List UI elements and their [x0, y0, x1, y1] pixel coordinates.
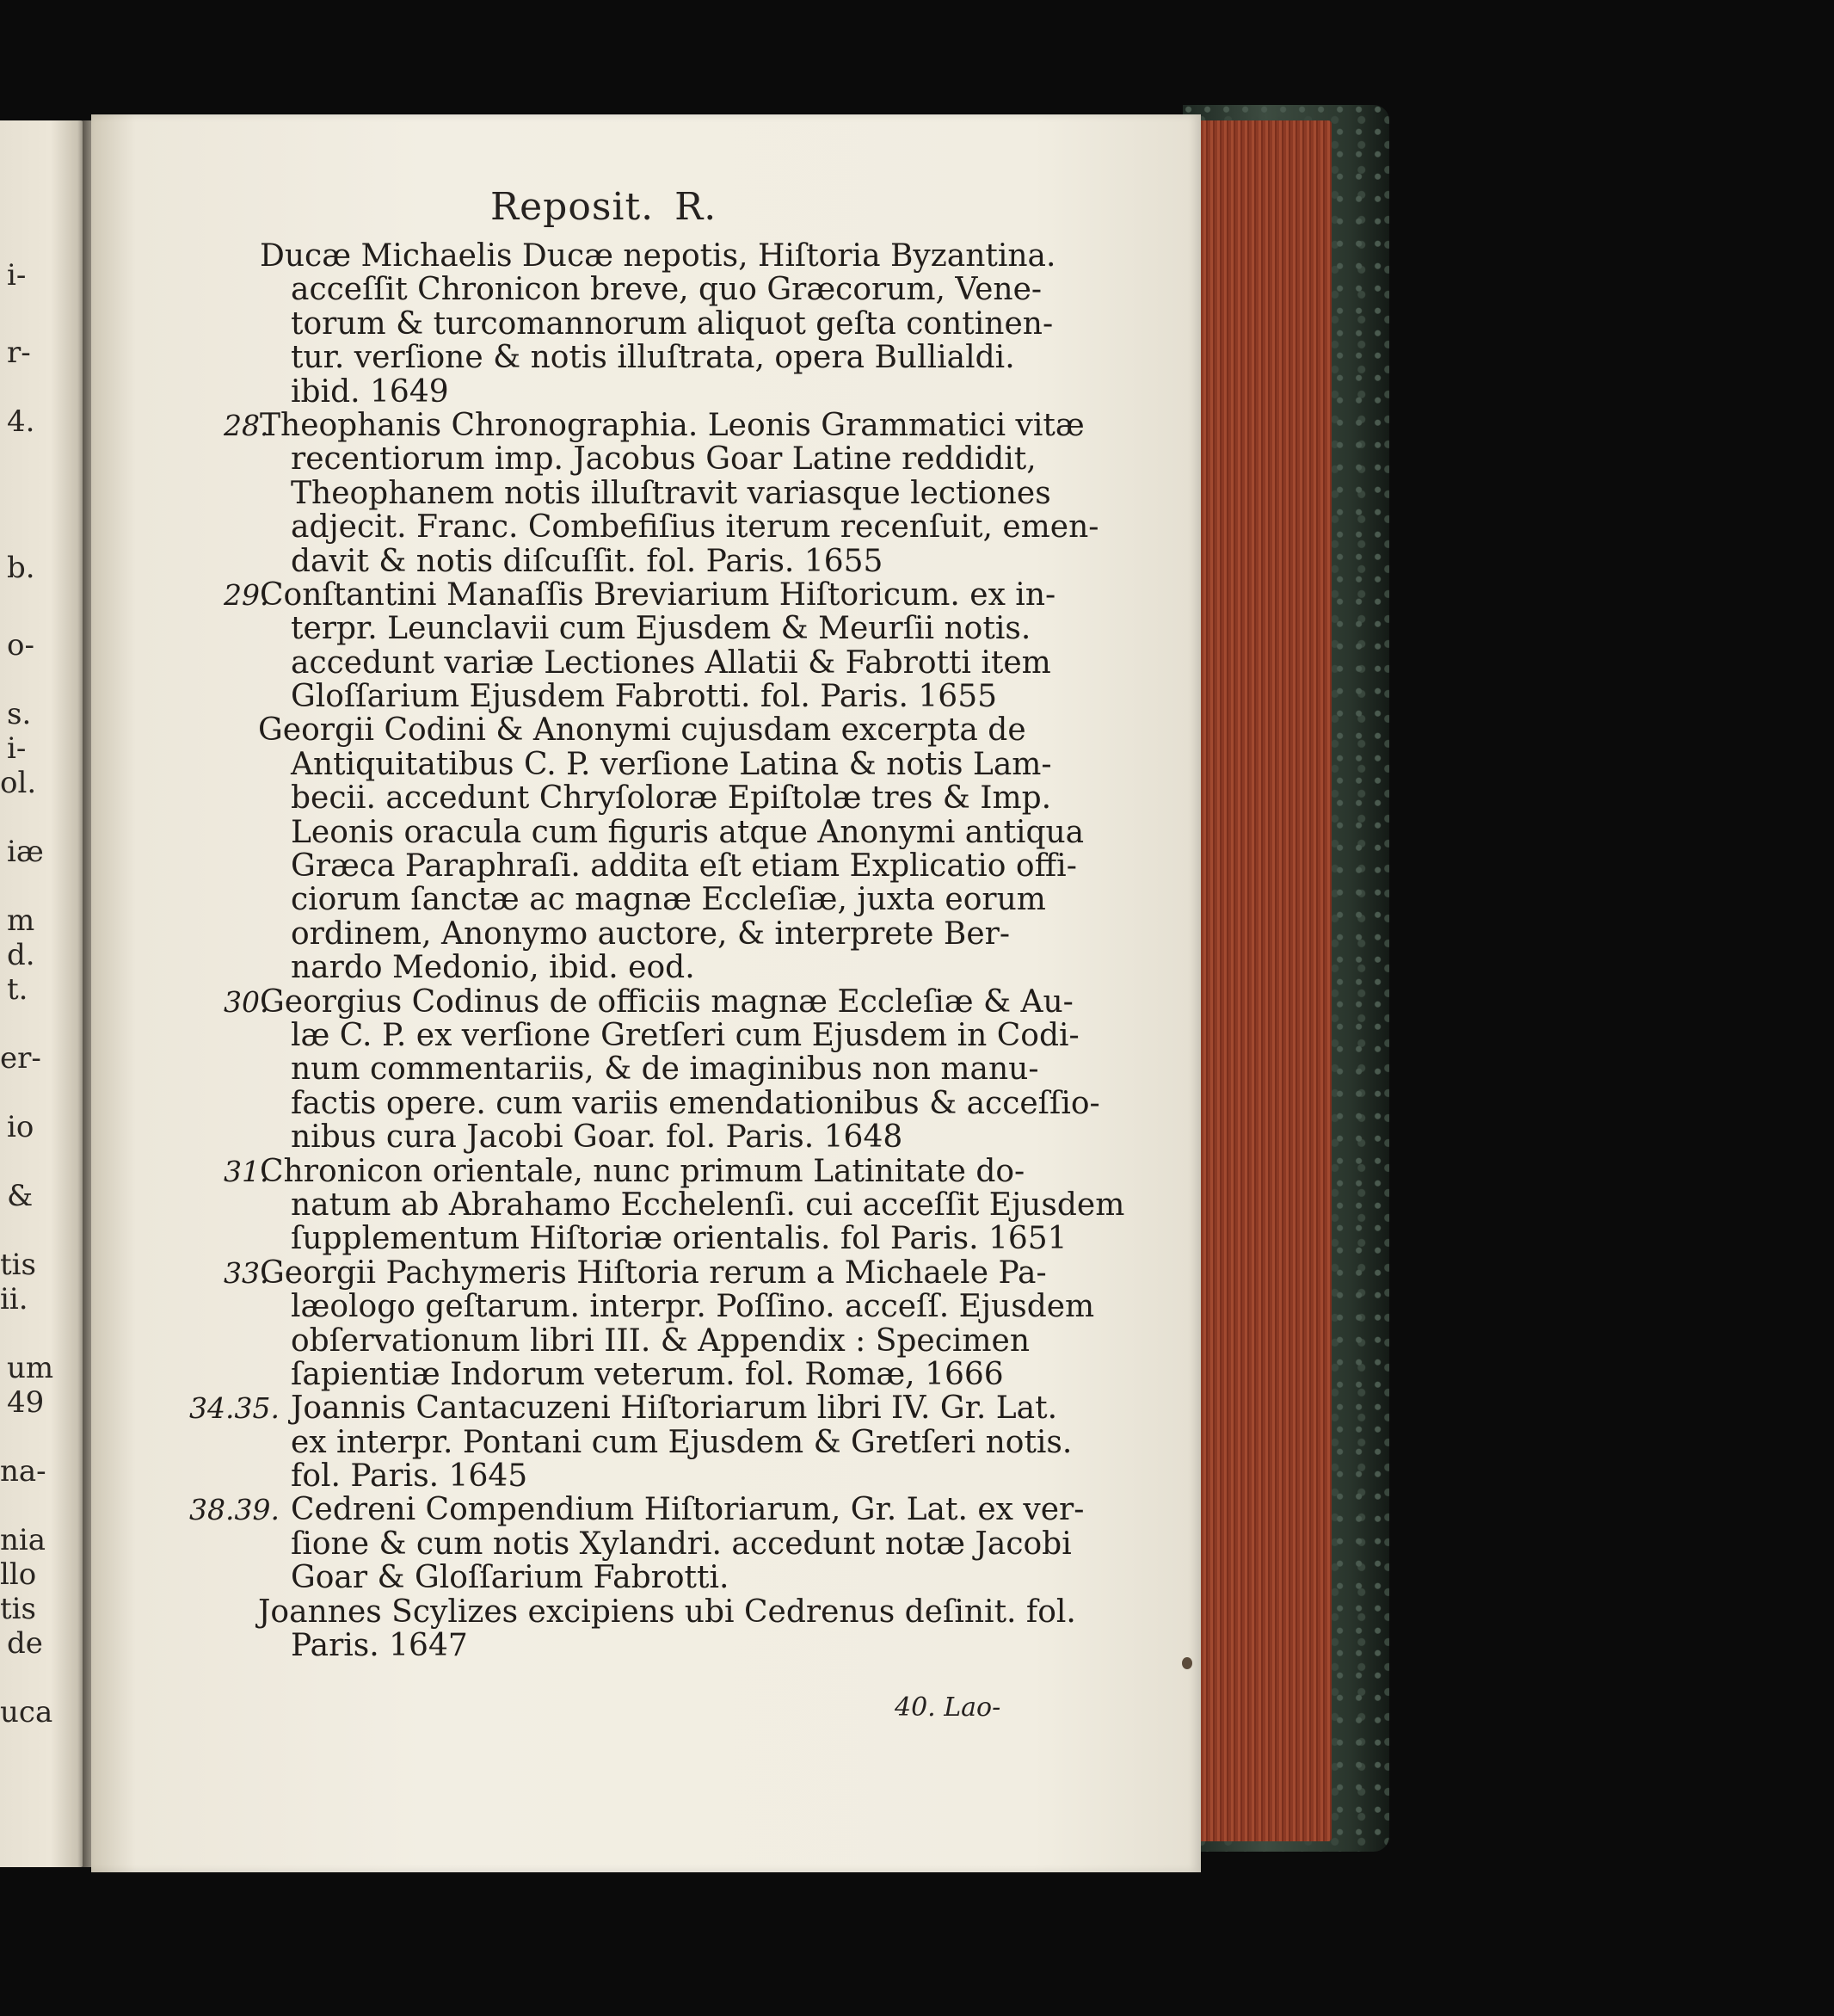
facing-page-fragment: nia: [0, 1523, 46, 1557]
catalog-entry: [181, 983, 1100, 1156]
page-edges: [1197, 120, 1332, 1841]
entry-text: ordinem, Anonymo auctore, & interprete Ber-: [291, 916, 1011, 952]
entry-line: [181, 680, 1024, 713]
entry-first-line: [181, 1155, 1024, 1188]
catalog-entry: [181, 1594, 1076, 1664]
entry-text: terpr. Leunclavii cum Ejusdem & Meurſii notis.: [291, 611, 1031, 647]
entry-text: tur. verſione & notis illuſtrata, opera Bullialdi.: [291, 340, 1015, 376]
page-mark: [1182, 1657, 1192, 1669]
entry-line: [181, 1561, 1024, 1594]
entry-first-line: [181, 238, 1056, 274]
entry-line: [181, 780, 1052, 817]
running-head-title: Reposit.: [490, 185, 655, 229]
entry-text: ſione & cum notis Xylandri. accedunt notæ Jacobi: [291, 1526, 1072, 1562]
entry-first-line: [181, 1594, 1076, 1630]
entry-line: [181, 1221, 1068, 1257]
entry-text: Ducæ Michaelis Ducæ nepotis, Hiſtoria Byzantina.: [260, 238, 1056, 274]
entry-line: [181, 441, 1037, 478]
facing-page-fragment: d.: [7, 938, 35, 972]
entry-line: [181, 272, 1043, 308]
entry-number: 33.: [224, 1255, 269, 1290]
catalog-entry: [181, 1390, 1073, 1495]
entry-text: Antiquitatibus C. P. verſione Latina & notis Lam-: [291, 746, 1052, 782]
entry-text: accedunt variæ Lectiones Allatii & Fabrotti item: [291, 644, 1051, 681]
entry-line: [181, 1322, 1031, 1359]
entry-line: [181, 848, 1077, 885]
entry-text: obſervationum libri III. & Appendix : Specimen: [291, 1322, 1031, 1359]
facing-page-fragment: t.: [7, 972, 28, 1007]
entry-text: Theophanis Chronographia. Leonis Grammatici vitæ: [260, 407, 1085, 443]
entry-text: ſapientiæ Indorum veterum. fol. Romæ, 1666: [291, 1356, 1004, 1392]
entry-text: factis opere. cum variis emendationibus & acceſſio-: [291, 1085, 1100, 1121]
entry-text: Joannis Cantacuzeni Hiſtoriarum libri IV. Gr. Lat.: [291, 1390, 1058, 1427]
entry-text: Græca Paraphraſi. addita eſt etiam Explicatio offi-: [291, 848, 1077, 885]
catalog-entries: [181, 238, 1125, 1664]
entry-text: ex interpr. Pontani cum Ejusdem & Gretſeri notis.: [291, 1424, 1073, 1460]
entry-text: davit & notis diſcuſſit. fol. Paris. 1655: [291, 543, 883, 579]
entry-line: [181, 545, 1024, 578]
entry-text: Georgii Codini & Anonymi cujusdam excerpta de: [258, 712, 1026, 749]
facing-page-fragment: 49: [7, 1385, 45, 1420]
facing-page-fragment: b.: [7, 551, 35, 585]
catalog-entry: [181, 1492, 1085, 1596]
catchword: 40. Lao-: [895, 1692, 1001, 1723]
entry-line: [181, 1629, 1024, 1662]
entry-line: [181, 1358, 1024, 1391]
entry-text: Joannes Scylizes excipiens ubi Cedrenus deſinit. fol.: [258, 1594, 1076, 1630]
facing-page-fragment: um: [7, 1351, 54, 1385]
entry-line: [181, 341, 1024, 374]
entry-first-line: [181, 576, 1056, 613]
entry-line: [181, 882, 1046, 918]
facing-page-fragment: ol.: [0, 766, 37, 800]
facing-page-fragment: 4.: [7, 404, 35, 439]
entry-line: [181, 1289, 1095, 1325]
entry-line: [181, 1085, 1100, 1121]
entry-text: nibus cura Jacobi Goar. fol. Paris. 1648: [291, 1119, 903, 1156]
entry-text: Goar & Gloſſarium Fabrotti.: [291, 1560, 729, 1596]
entry-text: Georgius Codinus de officiis magnæ Eccleſiæ & Au-: [260, 983, 1074, 1020]
entry-text: Cedreni Compendium Hiſtoriarum, Gr. Lat. ex ver-: [291, 1492, 1085, 1528]
entry-line: [181, 1526, 1072, 1562]
facing-page-fragment: llo: [0, 1557, 37, 1592]
entry-line: [181, 746, 1052, 782]
entry-text: Paris. 1647: [291, 1628, 468, 1664]
entry-text: Theophanem notis illuſtravit variasque lectiones: [291, 475, 1051, 511]
facing-page-fragment: de: [7, 1626, 43, 1661]
facing-page-fragment: iæ: [7, 835, 44, 869]
entry-line: [181, 611, 1031, 647]
entry-text: natum ab Abrahamo Ecchelenſi. cui acceſſit Ejusdem: [291, 1187, 1125, 1223]
facing-page-fragment: i-: [7, 258, 27, 293]
entry-line: [181, 1051, 1039, 1088]
facing-page-fragment: o-: [7, 628, 34, 663]
entry-line: [181, 1424, 1073, 1460]
catalog-entry: [181, 576, 1056, 715]
entry-line: [181, 1187, 1125, 1223]
facing-page-fragment: tis: [0, 1592, 36, 1626]
entry-first-line: [181, 713, 1024, 747]
facing-page-fragment: r-: [7, 336, 31, 370]
entry-line: [181, 644, 1051, 681]
running-head: [490, 185, 717, 229]
entry-number: 30.: [224, 984, 269, 1019]
entry-text: becii. accedunt Chryſoloræ Epiſtolæ tres & Imp.: [291, 780, 1052, 817]
facing-page: [0, 120, 84, 1867]
entry-line: [181, 1120, 1024, 1154]
facing-page-fragment: uca: [0, 1695, 53, 1729]
facing-page-fragment: s.: [7, 697, 32, 731]
entry-text: Conſtantini Manaſſis Breviarium Hiſtoricum. ex in-: [260, 576, 1056, 613]
entry-line: [181, 1459, 1024, 1493]
entry-line: [181, 509, 1099, 546]
entry-line: [181, 475, 1051, 511]
entry-text: Georgii Pachymeris Hiſtoria rerum a Michaele Pa-: [260, 1255, 1047, 1291]
entry-text: recentiorum imp. Jacobus Goar Latine reddidit,: [291, 441, 1037, 478]
entry-text: fol. Paris. 1645: [291, 1458, 528, 1495]
catalog-entry: [181, 238, 1056, 410]
catalog-entry: [181, 407, 1099, 579]
entry-text: Chronicon orientale, nunc primum Latinitate do-: [260, 1153, 1025, 1189]
entry-number: 31.: [224, 1154, 269, 1188]
entry-line: [181, 917, 1024, 951]
entry-text: ſupplementum Hiſtoriæ orientalis. fol Paris. 1651: [291, 1221, 1068, 1257]
entry-line: [181, 305, 1054, 342]
entry-first-line: [181, 1390, 1058, 1427]
entry-number: 29.: [224, 577, 269, 612]
entry-text: læologo geſtarum. interpr. Poſſino. acceſſ. Ejusdem: [291, 1289, 1095, 1325]
entry-line: [181, 814, 1085, 850]
facing-page-fragment: &: [7, 1179, 34, 1213]
entry-text: adjecit. Franc. Combefiſius iterum recenſuit, emen-: [291, 509, 1099, 546]
entry-text: ciorum ſanctæ ac magnæ Eccleſiæ, juxta eorum: [291, 882, 1046, 918]
entry-text: num commentariis, & de imaginibus non manu-: [291, 1051, 1039, 1088]
facing-page-fragment: ii.: [0, 1282, 28, 1316]
facing-page-fragment: i-: [7, 731, 27, 766]
entry-first-line: [181, 1255, 1047, 1291]
facing-page-fragment: tis: [0, 1248, 36, 1282]
entry-line: [181, 951, 1024, 984]
entry-number: 28.: [224, 408, 269, 442]
entry-text: læ C. P. ex verſione Gretſeri cum Ejusdem in Codi-: [291, 1017, 1080, 1053]
entry-text: acceſſit Chronicon breve, quo Græcorum, Vene-: [291, 272, 1043, 308]
entry-text: Gloſſarium Ejusdem Fabrotti. fol. Paris. 1655: [291, 679, 998, 715]
facing-page-fragment: er-: [0, 1041, 41, 1076]
running-head-letter: R.: [674, 185, 717, 229]
entry-number: 34.35.: [189, 1391, 280, 1426]
facing-page-fragment: na-: [0, 1454, 46, 1489]
catalog-entry: [181, 712, 1085, 986]
facing-page-fragment: m: [7, 903, 35, 938]
entry-line: [181, 375, 1024, 409]
entry-first-line: [181, 407, 1085, 443]
entry-text: nardo Medonio, ibid. eod.: [291, 950, 695, 986]
entry-line: [181, 1017, 1080, 1053]
catalog-entry: [181, 1255, 1095, 1392]
entry-first-line: [181, 1492, 1085, 1528]
catalog-entry: [181, 1153, 1125, 1257]
entry-text: Leonis oracula cum figuris atque Anonymi antiqua: [291, 814, 1085, 850]
entry-text: ibid. 1649: [291, 373, 449, 410]
facing-page-fragment: io: [7, 1110, 34, 1144]
entry-number: 38.39.: [189, 1493, 280, 1527]
entry-first-line: [181, 983, 1074, 1020]
entry-text: torum & turcomannorum aliquot geſta continen-: [291, 305, 1054, 342]
